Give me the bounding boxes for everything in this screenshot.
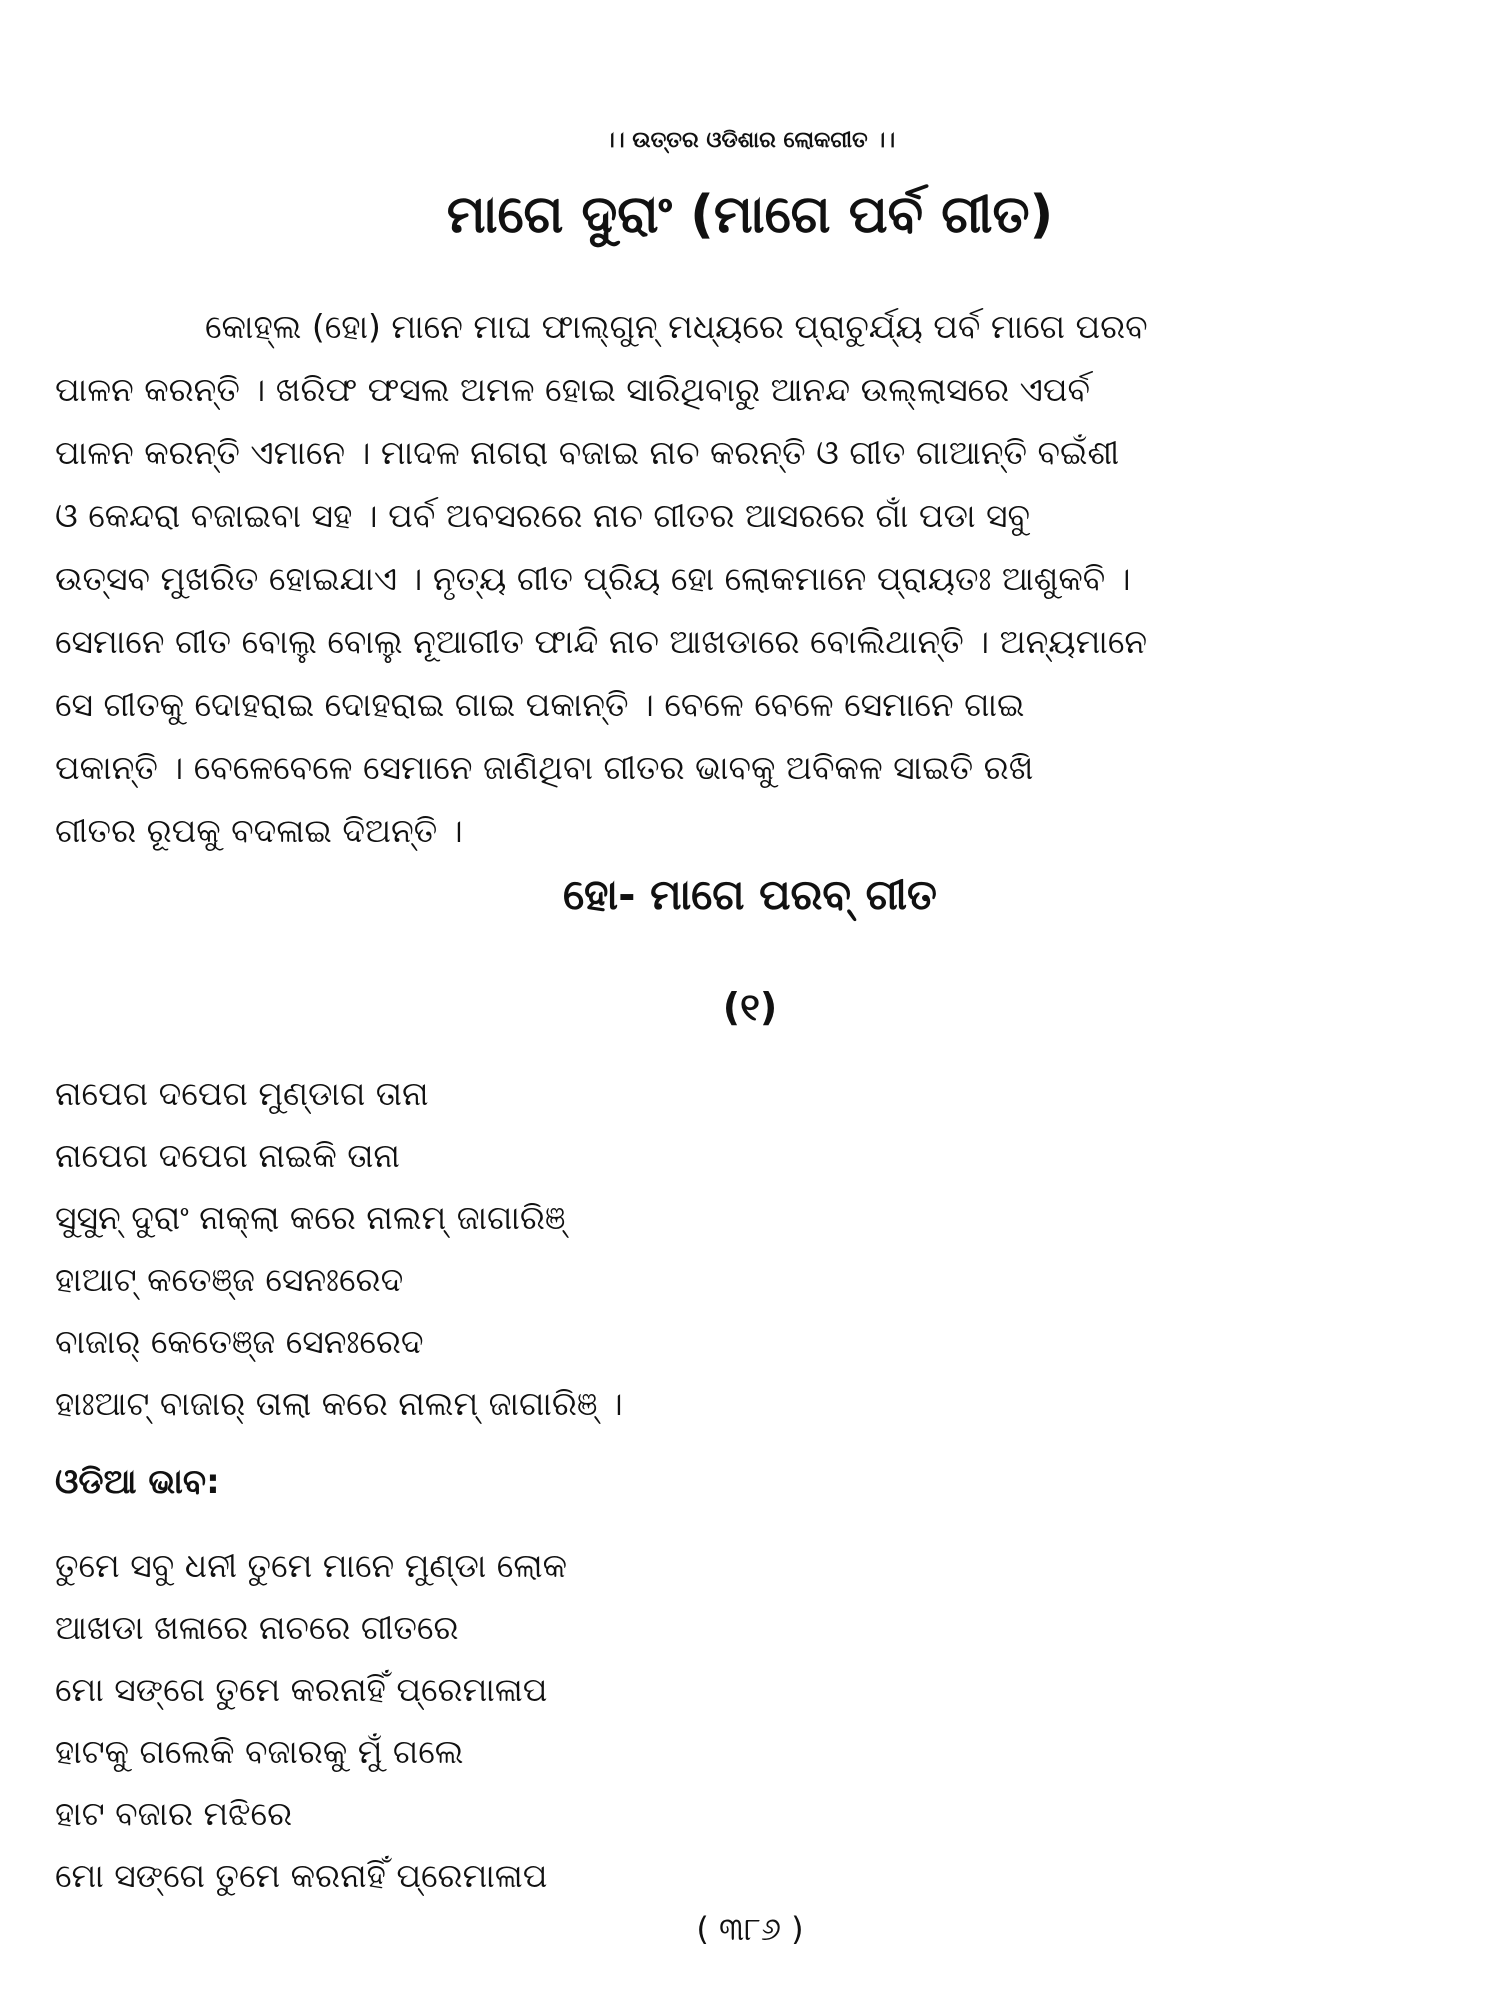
- meaning-line: ହାଟକୁ ଗଲେକି ବଜାରକୁ ମୁଁ ଗଲେ: [55, 1732, 464, 1771]
- verse-line: ନାପେଗ ଦପେଗ ମୁଣ୍ଡାଗ ତାନା: [55, 1074, 429, 1113]
- meaning-line: ମୋ ସଙ୍ଗେ ତୁମେ କରନାହିଁ ପ୍ରେମାଳାପ: [55, 1670, 548, 1709]
- intro-line: ସେ ଗୀତକୁ ଦୋହରାଇ ଦୋହରାଇ ଗାଇ ପକାନ୍ତି । ବେଳେ ବେଳେ ସେମାନେ ଗାଇ: [55, 685, 1025, 724]
- intro-line: ଓ କେନ୍ଦରା ବଜାଇବା ସହ । ପର୍ବ ଅବସରରେ ନାଚ ଗୀତର ଆସରରେ ଗାଁ ପଡା ସବୁ: [55, 496, 1031, 535]
- intro-paragraph: [55, 295, 1485, 862]
- verse-line: ହାଆଟ୍ କତେଞ୍ଜ ସେନଃରେଦ: [55, 1260, 404, 1299]
- meaning-line: ତୁମେ ସବୁ ଧନୀ ତୁମେ ମାନେ ମୁଣ୍ଡା ଲୋକ: [55, 1546, 568, 1585]
- verse-line: ବାଜାର୍ କେତେଞ୍ଜ ସେନଃରେଦ: [55, 1322, 424, 1361]
- verse-number: (୧): [722, 985, 778, 1029]
- verse-line: ନାପେଗ ଦପେଗ ନାଇକି ତାନା: [55, 1136, 400, 1175]
- running-header: ।। ଉତ୍ତର ଓଡିଶାର ଲୋକଗୀତ ।।: [604, 128, 896, 153]
- meaning-line: ହାଟ ବଜାର ମଝିରେ: [55, 1794, 293, 1833]
- meaning-verse: [55, 1535, 567, 1907]
- verse-line: ହାଃଆଟ୍ ବାଜାର୍ ତାଲା କରେ ନାଲମ୍ ଜାଗାରିଞ୍ ।: [55, 1384, 623, 1423]
- intro-line: ଉତ୍ସବ ମୁଖରିତ ହୋଇଯାଏ । ନୃତ୍ୟ ଗୀତ ପ୍ରିୟ ହୋ ଲୋକମାନେ ପ୍ରାୟତଃ ଆଶୁକବି ।: [55, 559, 1131, 598]
- verse-line: ସୁସୁନ୍ ଦୁରାଂ ନାକ୍‌ଲା କରେ ନାଲମ୍ ଜାଗାରିଞ୍: [55, 1198, 566, 1237]
- song-verse: [55, 1063, 623, 1435]
- intro-line: ପାଳନ କରନ୍ତି ଏମାନେ । ମାଦଳ ନାଗରା ବଜାଇ ନାଚ କରନ୍ତି ଓ ଗୀତ ଗାଆନ୍ତି ବଇଁଶୀ: [55, 433, 1120, 472]
- intro-line: କୋହ୍ଲ (ହୋ) ମାନେ ମାଘ ଫାଲ୍‌ଗୁନ୍ ମଧ୍ୟରେ ପ୍ରାଚୁର୍ଯ୍ୟ ପର୍ବ ମାଗେ ପରବ: [205, 307, 1148, 346]
- intro-line: ପାଳନ କରନ୍ତି । ଖରିଫ ଫସଲ ଅମଳ ହୋଇ ସାରିଥିବାରୁ ଆନନ୍ଦ ଉଲ୍ଲାସରେ ଏପର୍ବ: [55, 370, 1091, 409]
- meaning-line: ମୋ ସଙ୍ଗେ ତୁମେ କରନାହିଁ ପ୍ରେମାଳାପ: [55, 1856, 548, 1895]
- meaning-label: ଓଡିଆ ଭାବ:: [55, 1462, 220, 1502]
- meaning-line: ଆଖଡା ଖଳାରେ ନାଚରେ ଗୀତରେ: [55, 1608, 459, 1647]
- page-title: ମାଗେ ଦୁରାଂ (ମାଗେ ପର୍ବ ଗୀତ): [446, 185, 1054, 245]
- intro-line: ଗୀତର ରୂପକୁ ବଦଳାଇ ଦିଅନ୍ତି ।: [55, 811, 463, 850]
- intro-line: ପକାନ୍ତି । ବେଳେବେଳେ ସେମାନେ ଜାଣିଥିବା ଗୀତର ଭାବକୁ ଅବିକଳ ସାଇତି ରଖି: [55, 748, 1034, 787]
- section-title: ହୋ- ମାଗେ ପରବ୍ ଗୀତ: [563, 870, 937, 919]
- page-number: ( ୩୮୬ ): [696, 1910, 804, 1948]
- intro-line: ସେମାନେ ଗୀତ ବୋଲୁ ବୋଲୁ ନୂଆଗୀତ ଫାନ୍ଦି ନାଚ ଆଖଡାରେ ବୋଲିଥାନ୍ତି । ଅନ୍ୟମାନେ: [55, 622, 1148, 661]
